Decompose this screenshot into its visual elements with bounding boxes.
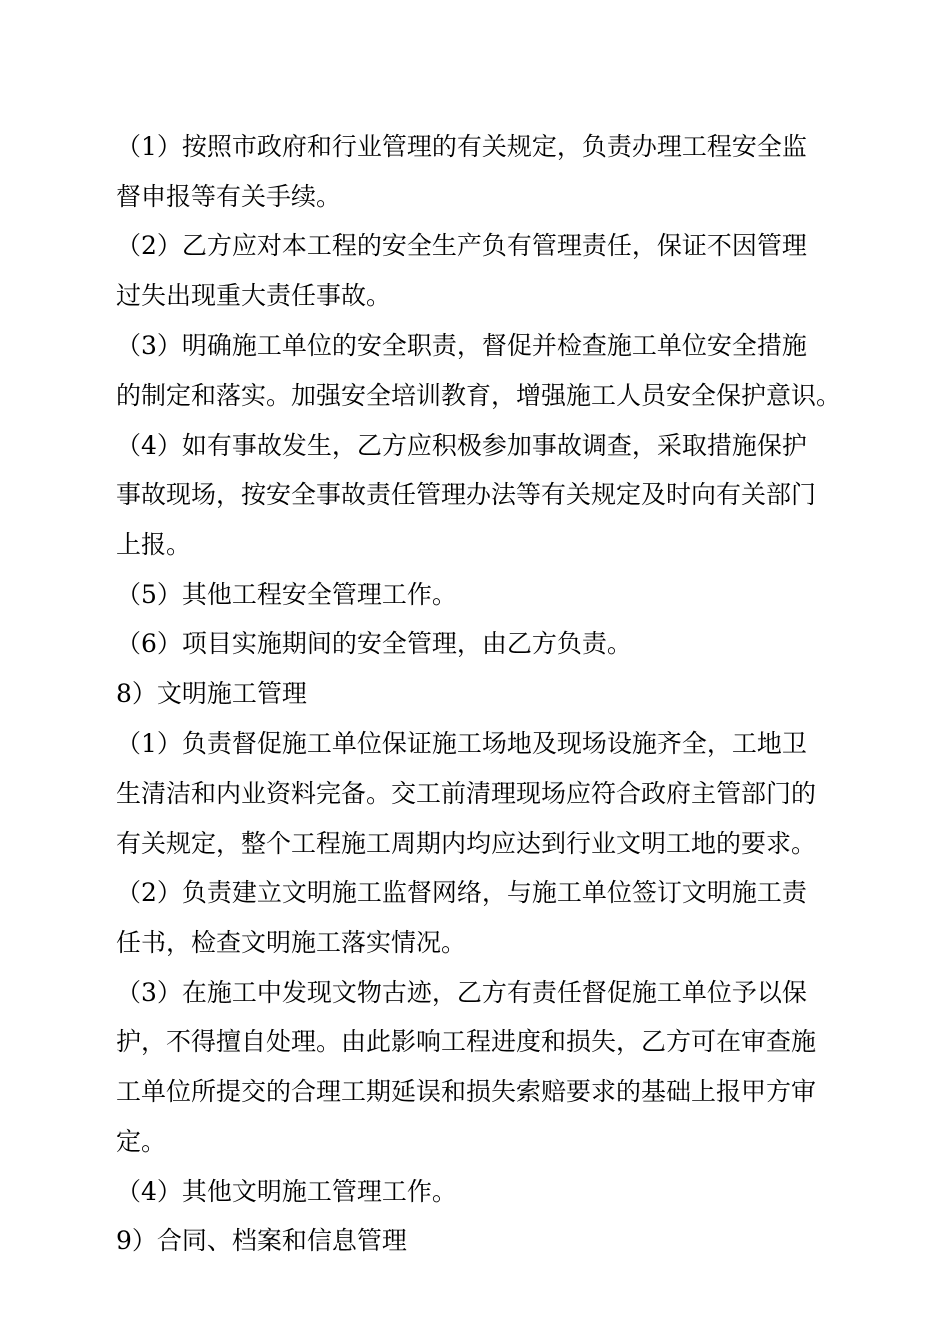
paragraph-line: （4）其他文明施工管理工作。 (116, 1177, 457, 1206)
section-heading: 8）文明施工管理 (116, 679, 307, 708)
paragraph-line: （2）乙方应对本工程的安全生产负有管理责任，保证不因管理 (116, 231, 807, 260)
paragraph-line: （1）负责督促施工单位保证施工场地及现场设施齐全，工地卫 (116, 729, 807, 758)
paragraph-line: 有关规定，整个工程施工周期内均应达到行业文明工地的要求。 (116, 829, 817, 858)
paragraph-line: 生清洁和内业资料完备。交工前清理现场应符合政府主管部门的 (116, 779, 817, 808)
paragraph-line: （3）明确施工单位的安全职责，督促并检查施工单位安全措施 (116, 331, 807, 360)
paragraph-line: 过失出现重大责任事故。 (116, 281, 392, 310)
paragraph-line: 督申报等有关手续。 (116, 182, 342, 211)
paragraph-line: （6）项目实施期间的安全管理，由乙方负责。 (116, 629, 632, 658)
paragraph-line: 护，不得擅自处理。由此影响工程进度和损失，乙方可在审查施 (116, 1027, 817, 1056)
paragraph-line: （3）在施工中发现文物古迹，乙方有责任督促施工单位予以保 (116, 978, 807, 1007)
paragraph-line: 任书，检查文明施工落实情况。 (116, 928, 467, 957)
paragraph-line: 的制定和落实。加强安全培训教育，增强施工人员安全保护意识。 (116, 381, 842, 410)
section-heading: 9）合同、档案和信息管理 (116, 1226, 407, 1255)
paragraph-line: （5）其他工程安全管理工作。 (116, 580, 457, 609)
paragraph-line: （1）按照市政府和行业管理的有关规定，负责办理工程安全监 (116, 132, 807, 161)
paragraph-line: （4）如有事故发生，乙方应积极参加事故调查，采取措施保护 (116, 431, 807, 460)
paragraph-line: （2）负责建立文明施工监督网络，与施工单位签订文明施工责 (116, 878, 807, 907)
paragraph-line: 事故现场，按安全事故责任管理办法等有关规定及时向有关部门 (116, 480, 817, 509)
paragraph-line: 工单位所提交的合理工期延误和损失索赔要求的基础上报甲方审 (116, 1077, 817, 1106)
paragraph-line: 定。 (116, 1127, 167, 1156)
paragraph-line: 上报。 (116, 530, 192, 559)
